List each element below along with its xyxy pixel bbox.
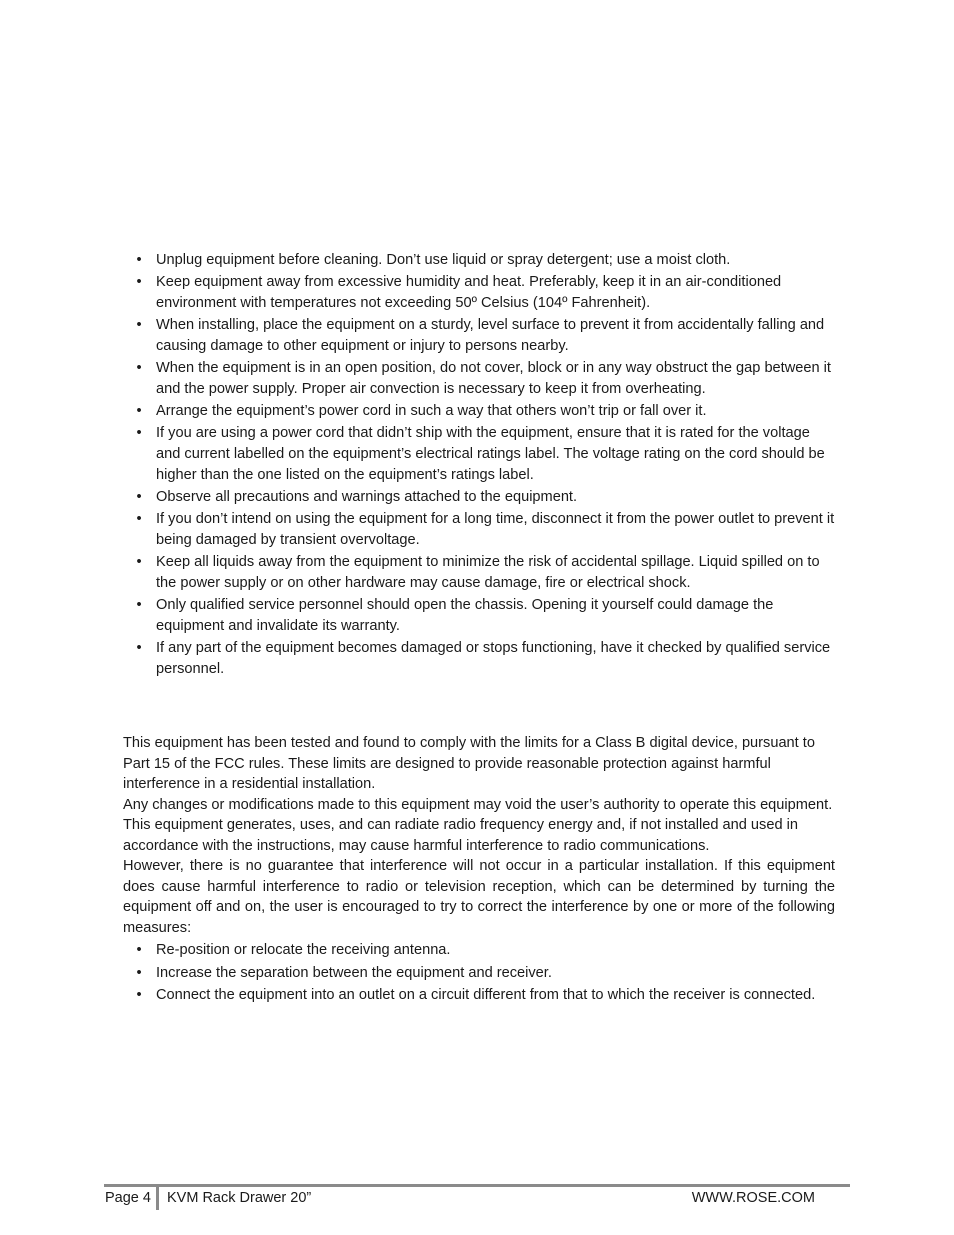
list-item — [123, 487, 835, 508]
list-item-text: If you don’t intend on using the equipment for a long time, disconnect it from the power outlet to prevent it being damaged by transient overvoltage. — [156, 511, 835, 548]
fcc-paragraph-compliance: This equipment has been tested and found to comply with the limits for a Class B digital device, pursuant to Part 15 of the FCC rules. These limits are designed to provide reasonable protection against harmful interference in a residential installation. — [123, 735, 815, 792]
list-item-text: If any part of the equipment becomes damaged or stops functioning, have it checked by qualified service personnel. — [156, 640, 831, 677]
bullet-icon: • — [136, 317, 142, 333]
list-item-text: Keep equipment away from excessive humidity and heat. Preferably, keep it in an air-conditioned environment with temperatures not exceeding 50º Celsius (104º Fahrenheit). — [156, 274, 782, 311]
safety-instructions-list — [123, 250, 835, 681]
list-item-text: Arrange the equipment’s power cord in such a way that others won’t trip or fall over it. — [156, 403, 707, 419]
document-title: KVM Rack Drawer 20” — [167, 1190, 312, 1206]
website-text: WWW.ROSE.COM — [691, 1190, 815, 1206]
bullet-icon: • — [136, 425, 142, 441]
list-item — [123, 963, 835, 984]
list-item-text: When installing, place the equipment on a sturdy, level surface to prevent it from accidentally falling and causing damage to other equipment or injury to persons nearby. — [156, 317, 825, 354]
bullet-icon: • — [136, 640, 142, 656]
page-footer — [104, 1187, 850, 1211]
list-item — [123, 423, 835, 486]
list-item-text: Unplug equipment before cleaning. Don’t use liquid or spray detergent; use a moist cloth. — [156, 252, 731, 268]
list-item — [123, 272, 835, 314]
list-item — [123, 638, 835, 680]
list-item-text: Re-position or relocate the receiving antenna. — [156, 942, 451, 958]
bullet-icon: • — [136, 252, 142, 268]
list-item-text: Connect the equipment into an outlet on a circuit different from that to which the receiver is connected. — [156, 987, 816, 1003]
fcc-measures-list — [123, 940, 835, 1006]
list-item — [123, 552, 835, 594]
list-item — [123, 595, 835, 637]
list-item-text: Increase the separation between the equipment and receiver. — [156, 964, 552, 981]
list-item — [123, 401, 835, 422]
bullet-icon: • — [136, 360, 142, 376]
list-item — [123, 940, 835, 961]
list-item-text: When the equipment is in an open position, do not cover, block or in any way obstruct the gap between it and the power supply. Proper air convection is necessary to keep it from overheating. — [156, 360, 831, 397]
list-item-text: Keep all liquids away from the equipment to minimize the risk of accidental spillage. Liquid spilled on to the power supply or on other hardware may cause damage, fire or electrical shock. — [156, 554, 820, 591]
page-number: Page 4 — [105, 1190, 151, 1206]
list-item — [123, 358, 835, 400]
bullet-icon: • — [136, 987, 142, 1003]
footer-separator — [156, 1187, 159, 1210]
bullet-icon: • — [136, 942, 142, 958]
list-item — [123, 250, 835, 271]
bullet-icon: • — [136, 511, 142, 527]
bullet-icon: • — [136, 554, 142, 570]
fcc-paragraph-modifications: Any changes or modifications made to this equipment may void the user’s authority to operate this equipment. This equipment generates, uses, and can radiate radio frequency energy and, if not installed and used in accordance with the instructions, may cause harmful interference to radio communications. — [123, 796, 833, 854]
bullet-icon: • — [136, 489, 142, 505]
bullet-icon: • — [136, 274, 142, 290]
list-item-text: Observe all precautions and warnings attached to the equipment. — [156, 489, 578, 505]
list-item — [123, 315, 835, 357]
list-item-text: If you are using a power cord that didn’t ship with the equipment, ensure that it is rated for the voltage and current labelled on the equipment’s electrical ratings label. The voltage rating on the cord should be higher than the one listed on the equipment’s ratings label. — [156, 425, 825, 483]
list-item — [123, 509, 835, 551]
bullet-icon: • — [136, 403, 142, 419]
fcc-statement — [123, 733, 835, 1008]
list-item-text: Only qualified service personnel should open the chassis. Opening it yourself could damage the equipment and invalidate its warranty. — [156, 597, 774, 634]
bullet-icon: • — [136, 597, 142, 613]
list-item — [123, 985, 835, 1006]
fcc-paragraph-interference: However, there is no guarantee that interference will not occur in a particular installation. If this equipment does cause harmful interference to radio or television reception, which can be determined by turning the equipment off and on, the user is encouraged to try to correct the interference by one or more of the following measures: — [123, 858, 835, 936]
bullet-icon: • — [136, 964, 142, 981]
